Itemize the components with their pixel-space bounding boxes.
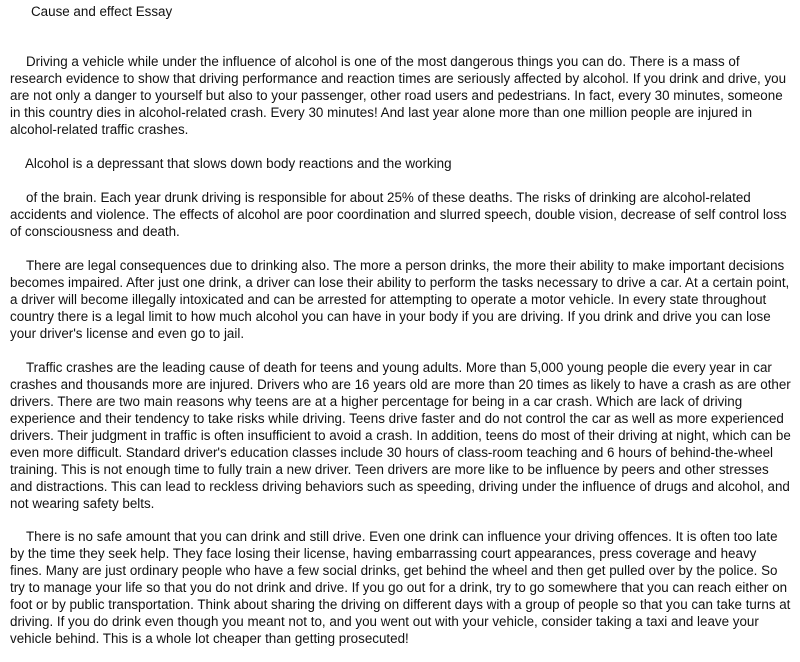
essay-paragraph-4: There are legal consequences due to drinking also. The more a person drinks, the more their ability to make important decisions becomes impaired. After just one drink, a driver can lose their ability to perform the tasks necessary to drive a car. At a certain point, a driver will become illegally intoxicated and can be arrested for attempting to operate a motor vehicle. In every state throughout country there is a legal limit to how much alcohol you can have in your body if you are driving. If you drink and drive you can lose your driver's license and even go to jail. [10, 258, 790, 341]
essay-paragraph-5: Traffic crashes are the leading cause of death for teens and young adults. More than 5,000 young people die every year in car crashes and thousands more are injured. Drivers who are 16 years old are more than 20 times as likely to have a crash as are other drivers. There are two main reasons why teens are at a higher percentage for being in a car crash. Which are lack of driving experience and their tendency to take risks while driving. Teens drive faster and do not control the car as well as more experienced drivers. Their judgment in traffic is often insufficient to avoid a crash. In addition, teens do most of their driving at night, which can be even more difficult. Standard driver's education classes include 30 hours of class-room teaching and 6 hours of behind-the-wheel training. This is not enough time to fully train a new driver. Teen drivers are more like to be influence by peers and other stresses and distractions. This can lead to reckless driving behaviors such as speeding, driving under the influence of drugs and alcohol, and not wearing safety belts. [10, 360, 791, 511]
essay-paragraph-2: Alcohol is a depressant that slows down body reactions and the working [25, 156, 452, 171]
essay-paragraph-6: There is no safe amount that you can drink and still drive. Even one drink can influence your driving offences. It is often too late by the time they seek help. They face losing their license, having embarrassing court appearances, press coverage and heavy fines. Many are just ordinary people who have a few social drinks, get behind the wheel and then get pulled over by the police. So try to manage your life so that you do not drink and drive. If you go out for a drink, try to go somewhere that you can reach either on foot or by public transportation. Think about sharing the driving on different days with a group of people so that you can take turns at driving. If you do drink even though you meant not to, and you went out with your vehicle, consider taking a taxi and leave your vehicle behind. This is a whole lot cheaper than getting prosecuted! [10, 529, 791, 646]
essay-title: Cause and effect Essay [31, 4, 173, 19]
essay-paragraph-3: of the brain. Each year drunk driving is responsible for about 25% of these deaths. The risks of drinking are alcohol-related accidents and violence. The effects of alcohol are poor coordination and slurred speech, double vision, decrease of self control loss of consciousness and death. [10, 190, 787, 239]
essay-paragraph-1: Driving a vehicle while under the influence of alcohol is one of the most dangerous things you can do. There is a mass of research evidence to show that driving performance and reaction times are seriously affected by alcohol. If you drink and drive, you are not only a danger to yourself but also to your passenger, other road users and pedestrians. In fact, every 30 minutes, someone in this country dies in alcohol-related crash. Every 30 minutes! And last year alone more than one million people are injured in alcohol-related traffic crashes. [10, 54, 787, 137]
